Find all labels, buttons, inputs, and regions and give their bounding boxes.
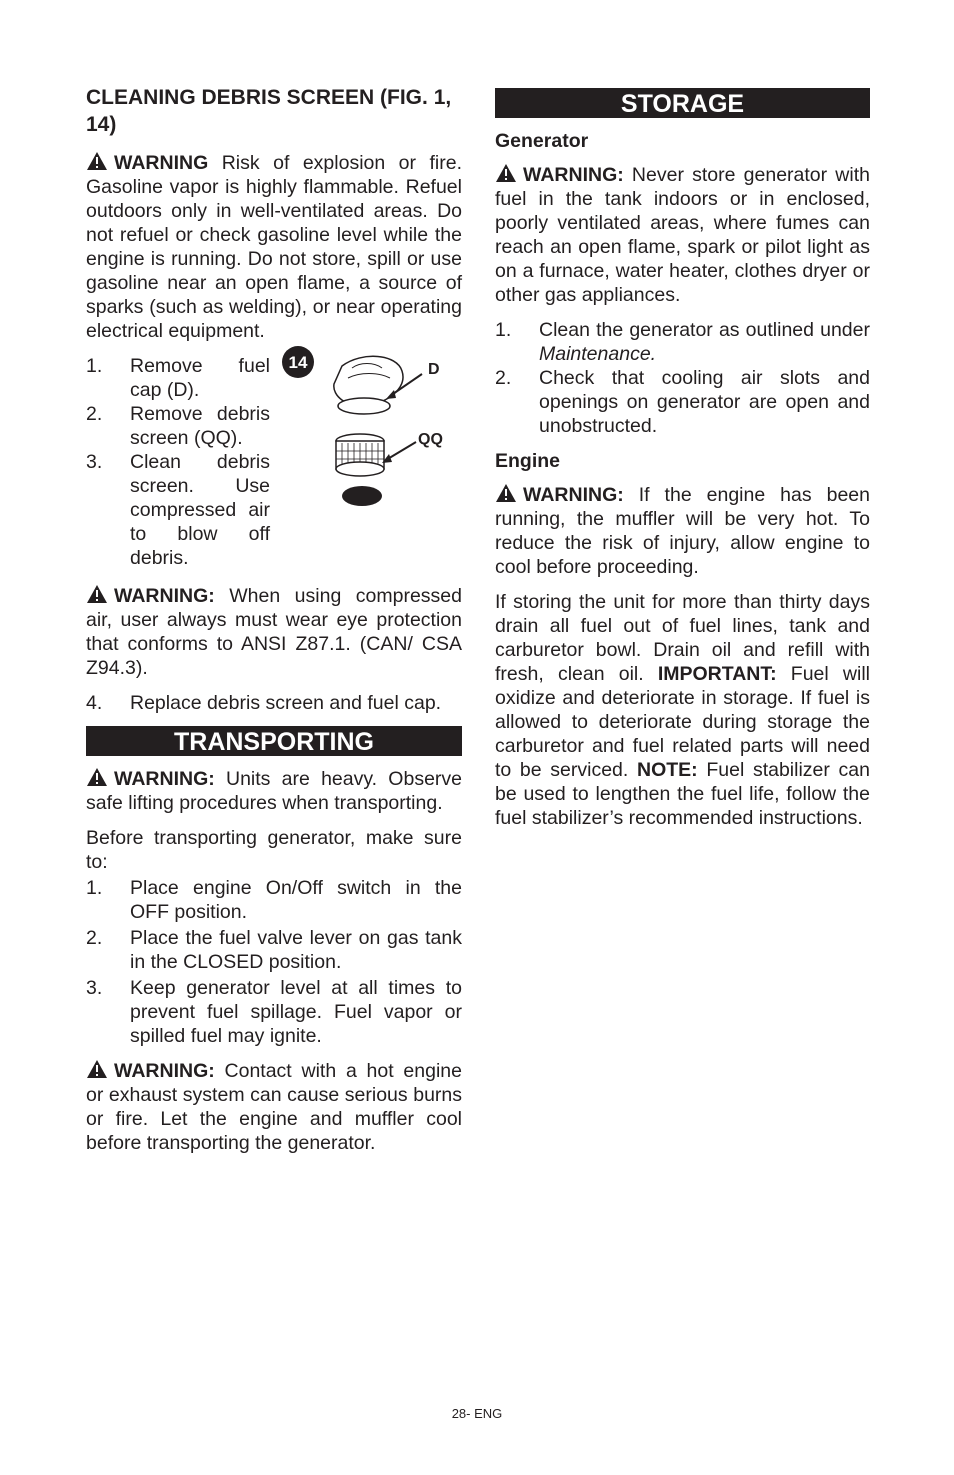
warning-text: Risk of explosion or fire. Gasoline vapor is highly flammable. Refuel outdoors only in well-ventilated areas. Do not refuel or check gasoline level while the engine is running. Do not store, spill or use gasoline near an open flame, a source of sparks (such as welding), or near operating electrical equipment. [86,152,462,342]
warning-heavy-paragraph [86,767,462,815]
warning-label: WARNING: [523,164,624,186]
steps-with-figure [86,354,462,574]
warning-explosion-paragraph [86,151,462,343]
warning-label: WARNING: [523,484,624,506]
note-label: NOTE: [637,759,698,781]
callout-qq-label: QQ [418,431,443,448]
warning-text: Contact with a hot engine or exhaust system can cause serious burns or fire. Let the engine and muffler cool before transporting the generator. [86,1060,462,1154]
list-item: 1. Place engine On/Off switch in the OFF position. [86,877,462,923]
list-item: 2. Remove debris screen (QQ). [86,403,270,449]
warning-triangle-icon [495,163,517,183]
warning-label: WARNING: [114,1060,215,1082]
important-label: IMPORTANT: [657,663,777,685]
list-item: 2. Place the fuel valve lever on gas tank in the CLOSED position. [86,927,462,973]
list-item: 2. Check that cooling air slots and openings on generator are open and unobstructed. [495,367,870,437]
warning-triangle-icon [86,1059,108,1079]
warning-text: When using compressed air, user always must wear eye protection that conforms to ANSI Z87.1. (CAN/ CSA Z94.3). [86,585,462,679]
warning-label: WARNING: [114,768,215,790]
left-column [86,84,462,1166]
engine-subheading: Engine [495,450,561,472]
warning-triangle-icon [86,584,108,604]
cleaning-steps-list [86,354,270,570]
storage-heading: STORAGE [495,88,870,118]
warning-label: WARNING [114,152,209,174]
callout-d-label: D [428,361,440,378]
storing-instructions-paragraph: If storing the unit for more than thirty days drain all fuel out of fuel lines, tank and carburetor bowl. Drain oil and refill with fresh, clean oil. IMPORTANT: Fuel will oxidize and deteriorate in storage. If fuel is allowed to deteriorate during storage the carburetor and fuel related parts will need to be serviced. NOTE: Fuel stabilizer can be used to lengthen the fuel life, follow the fuel stabilizer’s recommended instructions. [495,591,870,829]
list-item: 3. Keep generator level at all times to prevent fuel spillage. Fuel vapor or spilled fuel may ignite. [86,977,462,1047]
warning-triangle-icon [495,483,517,503]
cleaning-step-4 [86,691,462,715]
warning-text: Never store generator with fuel in the tank indoors or in enclosed, poorly ventilated areas, where fumes can reach an open flame, spark or pilot light as on a furnace, water heater, clothes dryer or other gas appliances. [495,164,870,306]
warning-text: Units are heavy. Observe safe lifting procedures when transporting. [86,768,462,814]
warning-muffler-paragraph [495,483,870,579]
transport-steps-list [86,876,462,1048]
list-item: 1. Clean the generator as outlined under Maintenance. [495,319,870,365]
page-number: 28- ENG [451,1406,503,1421]
before-transporting-text: Before transporting generator, make sure to: [86,827,462,873]
figure-number: 14 [288,353,308,372]
storage-steps-list [495,318,870,438]
warning-text: If the engine has been running, the muffler will be very hot. To reduce the risk of injury, allow engine to cool before proceeding. [495,484,870,578]
warning-triangle-icon [86,151,108,171]
cleaning-debris-screen-heading: CLEANING DEBRIS SCREEN (FIG. 1, 14) [86,86,452,136]
warning-triangle-icon [86,767,108,787]
list-item: 3. Clean debris screen. Use compressed air to blow off debris. [86,451,270,569]
warning-label: WARNING: [114,585,215,607]
figure-14-fuel-cap-illustration [282,346,462,516]
warning-storage-paragraph [495,163,870,307]
transporting-heading: TRANSPORTING [86,726,462,756]
list-item: 1. Remove fuel cap (D). [86,355,270,401]
generator-subheading: Generator [495,130,589,152]
warning-hot-engine-paragraph [86,1059,462,1155]
right-column [495,88,870,841]
list-item: 4. Replace debris screen and fuel cap. [86,692,442,714]
warning-compressed-air-paragraph [86,584,462,680]
